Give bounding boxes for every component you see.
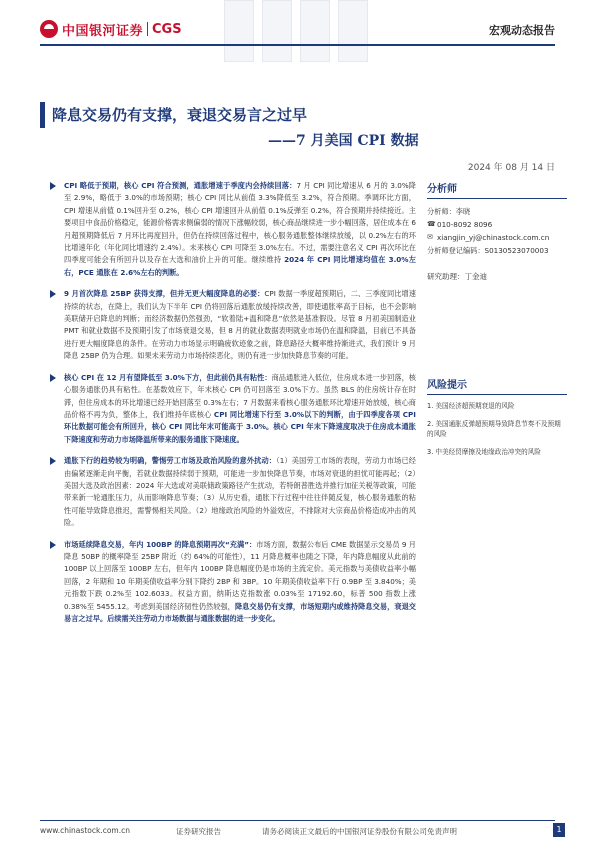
bullet-triangle-icon xyxy=(50,457,56,465)
body-paragraph xyxy=(64,539,416,626)
analyst-name xyxy=(427,205,567,218)
paragraph-tail: 降息交易仍有支撑，市场短期内或维持降息交易，衰退交易言之过早。后续需关注劳动力市场数据与通胀数据的进一步变化。 xyxy=(64,601,416,623)
analyst-phone xyxy=(427,218,567,231)
watermark-block xyxy=(338,0,368,62)
body-paragraph xyxy=(64,180,416,279)
report-date: 2024 年 08 月 14 日 xyxy=(467,163,555,173)
paragraph-lead: 通胀下行的趋势较为明确，警惕劳工市场及政治风险的意外扰动： xyxy=(64,456,277,466)
bullet-triangle-icon xyxy=(50,290,56,298)
analyst-cert xyxy=(427,244,567,257)
risk-heading: 风险提示 xyxy=(427,376,567,395)
bullet-triangle-icon xyxy=(50,182,56,190)
watermark-block xyxy=(300,0,330,62)
page-number: 1 xyxy=(553,823,565,837)
paragraph-lead: 核心 CPI 在 12 月有望降低至 3.0%下方，但此前仍具有粘性： xyxy=(64,372,272,382)
title-accent-bar xyxy=(40,102,45,128)
page-subtitle: ——7 月美国 CPI 数据 xyxy=(268,133,419,149)
bullet-triangle-icon xyxy=(50,541,56,549)
logo-name: 中国银河证券 xyxy=(62,23,144,39)
header-divider xyxy=(40,44,555,46)
paragraph-text: CPI 数据一季度超预期后，二、三季度同比增速持续的状态，在降上，我们认为下半年 CPI 仍将回落后通胀放缓持续改善，即使通胀率高于目标，也不会影响美联储开启降息的判断；而经济数据仍然强劲，“软着陆+温和降息”依然是基准假设。尽管 8 月初美国制造业 PMT 和就业数据不及预期引发了市场衰退交易，但 8 月的就业数据表明就业市场仍在温和降温，目前已不具备进行更大幅度降息的条件。在劳动力市场显示明确疲软迹象之前，降息路径大概率维持渐进式，我们预计 9 月降息 25BP 仍为合理。如果未来劳动力市场持续恶化，则仍有进一步加快降息节奏的可能。 xyxy=(64,289,416,361)
watermark-block xyxy=(224,0,254,62)
analyst-email-link[interactable]: xiangjin_yj@chinastock.com.cn xyxy=(437,233,550,242)
research-assistant: 研究助理：丁金迪 xyxy=(427,272,487,281)
analyst-cert-text: 分析师登记编码：S0130523070003 xyxy=(427,246,549,255)
bullet-triangle-icon xyxy=(50,374,56,382)
logo-abbr: CGS xyxy=(152,21,182,37)
body-paragraph xyxy=(64,372,416,446)
risk-item: 1. 美国经济超预期衰退的风险 xyxy=(427,402,515,410)
report-body xyxy=(64,180,416,634)
analyst-email xyxy=(427,231,567,244)
report-type: 宏观动态报告 xyxy=(489,24,555,37)
paragraph-lead: 9 月首次降息 25BP 获得支撑，但并无更大幅度降息的必要： xyxy=(64,289,265,299)
phone-icon: ☎ xyxy=(427,220,436,228)
sidebar xyxy=(427,180,567,465)
body-paragraph xyxy=(64,455,416,529)
logo-divider xyxy=(147,22,148,36)
company-logo xyxy=(40,18,182,40)
paragraph-text: 商品通胀进入低位，住房成本进一步回落，核心服务通胀仍具有粘性。在基数效应下，年末核心 CPI 仍可回落至 3.0%下方。虽然 BLS 的住房统计存在时滞，但住房成本的环比增速已经开始回落至 0.3%左右；7 月数据来看核心服务通胀环比增速开始放缓，核心商品价格不再为负，整体上，我们维持年底核心 xyxy=(64,372,416,419)
paragraph-tail: CPI 同比增速下行至 3.0%以下的判断，由于四季度各项 CPI 环比数据可能会有所回升，核心 CPI 同比年末可能高于 3.0%。核心 CPI 年末下降速度取决于住房成本通胀下降速度和劳动力市场降温所带来的服务通胀下降速度。 xyxy=(64,409,416,444)
email-icon: ✉ xyxy=(427,233,433,241)
footer-report-label: 证券研究报告 xyxy=(176,827,221,836)
paragraph-lead: CPI 略低于预期，核心 CPI 符合预测，通胀增速于季度内会持续回落： xyxy=(64,181,297,190)
risk-item: 3. 中美经贸摩擦及地缘政治冲突的风险 xyxy=(427,448,541,456)
paragraph-text: 市场方面，数据公布后 CME 数据显示交易员 9 月降息 50BP 的概率降至 25BP 附近（约 64%的可能性），11 月降息概率也随之下降，年内降息幅度从此前的 100BP 以上回落至 100BP 左右，但年内 100BP 降息幅度仍是市场的主流定价。美元指数与美债收益率小幅回落，2 年期和 10 年期美债收益率分别下降约 2BP 和 3BP。10 年期美债收益率下行 0.9BP 至 3.840%；美元指数下跌 0.2%至 102.6033。权益方面，纳斯达克指数涨 0.03%至 17192.60，标普 500 指数上涨 0.38%至 5455.12。考虑到美国经济韧性仍然较强， xyxy=(64,539,416,611)
paragraph-lead: 市场延续降息交易，年内 100BP 的降息预期再次“充满”： xyxy=(64,539,257,549)
analyst-heading: 分析师 xyxy=(427,180,567,199)
footer-website-link[interactable]: www.chinastock.com.cn xyxy=(40,826,130,835)
paragraph-tail: 2024 年 CPI 同比增速均值在 3.0%左右，PCE 通胀在 2.6%左右的判断。 xyxy=(64,255,416,277)
footer-disclaimer: 请务必阅读正文最后的中国银河证券股份有限公司免责声明 xyxy=(262,827,457,836)
body-paragraph xyxy=(64,288,416,362)
paragraph-text: 7 月 CPI 同比增速从 6 月的 3.0%降至 2.9%，略低于 3.0%的市场预期；核心 CPI 同比从前值 3.3%降低至 3.2%，符合预期。季调环比方面，CPI 增速从前值 0.1%回升至 0.2%，核心 CPI 增速回升从前值 0.1%反弹至 0.2%，符合预期并持续接近。主要项目中食品价格稳定，能源价格需求侧偏弱的情况下涨幅较弱，核心商品继续进一步小幅回落，居住成本在 6 月超预期降低后 7 月环比再度回升，但仍在持续回落过程中，核心服务通胀整体继续放缓，以 0.2%左右的环比增速年化（年化同比增速约 2.4%）。未来核心 CPI 可降至 3.0%左右。不过，需要注意名义 CPI 再次环比在四季度可能会有所回升以及存在大选和油价上升的可能。继续维持 xyxy=(64,181,416,265)
logo-icon xyxy=(40,20,58,38)
paragraph-text: （1）美国劳工市场的表现，劳动力市场已经由偏紧逐渐走向平衡，若就业数据持续弱于预期，可能进一步加快降息节奏，市场对衰退的担忧可能再起；（2）美国大选及政治因素：2024 年大选或对美联储政策路径产生扰动，若特朗普胜选并推行加征关税等政策，可能带来新一轮通胀压力，从而影响降息节奏；（3）从历史看，通胀下行过程中往往伴随反复，核心服务通胀的粘性可能导致降息推迟，需警惕相关风险。 xyxy=(64,456,416,515)
page-title: 降息交易仍有支撑，衰退交易言之过早 xyxy=(52,106,308,124)
analyst-phone-text: 010-8092 8096 xyxy=(437,220,493,229)
watermark-block xyxy=(262,0,292,62)
risk-item: 2. 美国通胀反弹超预期导致降息节奏不及预期的风险 xyxy=(427,420,561,438)
analyst-name-text: 分析师：李晓 xyxy=(427,207,471,216)
footer-divider xyxy=(40,820,555,821)
paragraph-tail: （2）地缘政治风险的外溢效应，不排除对大宗商品价格造成冲击的风险。 xyxy=(64,505,416,528)
